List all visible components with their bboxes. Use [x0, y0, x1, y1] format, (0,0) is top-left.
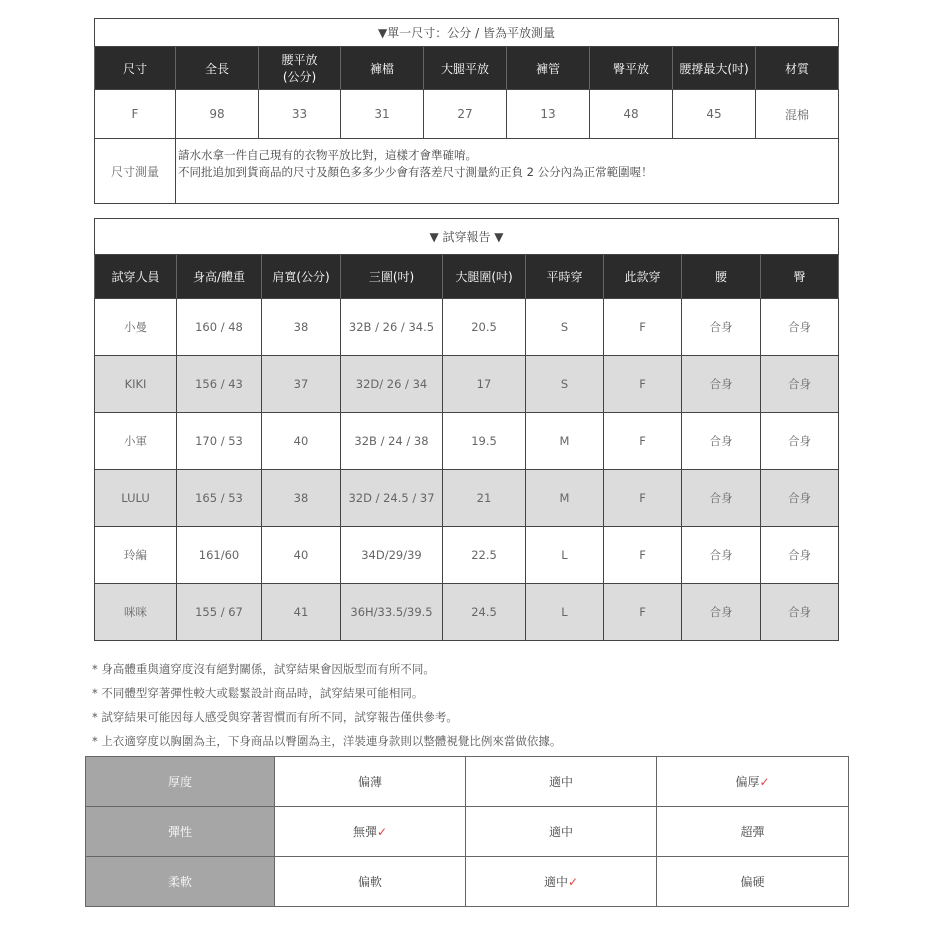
fit-report-cell: 32D/ 26 / 34 — [341, 356, 443, 413]
size-value-cell: 13 — [507, 90, 590, 139]
footnote: * 不同體型穿著彈性較大或鬆緊設計商品時，試穿結果可能相同。 — [92, 686, 424, 700]
fit-report-cell: 合身 — [682, 527, 761, 584]
fit-report-cell: 34D/29/39 — [341, 527, 443, 584]
fit-report-cell: 小曼 — [95, 299, 177, 356]
fit-report-cell: F — [604, 356, 682, 413]
size-note-text — [176, 139, 839, 204]
footnote: * 上衣適穿度以胸圍為主，下身商品以臀圍為主，洋裝連身款則以整體視覺比例來當做依據。 — [92, 734, 562, 748]
fit-report-cell: 32D / 24.5 / 37 — [341, 470, 443, 527]
fit-report-cell: 40 — [262, 413, 341, 470]
fit-report-cell: LULU — [95, 470, 177, 527]
size-note-line: 不同批追加到貨商品的尺寸及顏色多多少少會有落差尺寸測量約正負 2 公分內為正常範圍喔！ — [178, 165, 653, 179]
size-table — [94, 18, 839, 204]
size-header-cell: 褲檔 — [341, 47, 424, 90]
fit-report-cell: 合身 — [761, 413, 839, 470]
footnotes — [92, 657, 561, 753]
fit-report-cell: 合身 — [761, 527, 839, 584]
fit-report-cell: 41 — [262, 584, 341, 641]
fabric-label: 厚度 — [86, 757, 275, 807]
size-header-cell: 材質 — [756, 47, 839, 90]
size-value-cell: 31 — [341, 90, 424, 139]
fit-report-row — [95, 584, 839, 641]
size-value-cell: F — [95, 90, 176, 139]
size-table-caption: ▼單一尺寸：公分 / 皆為平放測量 — [95, 19, 839, 47]
fabric-row — [86, 807, 849, 857]
fit-report-cell: 160 / 48 — [177, 299, 262, 356]
fit-report-cell: 玲編 — [95, 527, 177, 584]
fit-report-cell: F — [604, 527, 682, 584]
check-icon: ✓ — [567, 875, 579, 889]
fit-report-cell: 36H/33.5/39.5 — [341, 584, 443, 641]
fit-report-row — [95, 413, 839, 470]
fit-header-cell: 臀 — [761, 255, 839, 299]
fit-report-cell: 22.5 — [443, 527, 526, 584]
fit-report-cell: 合身 — [761, 584, 839, 641]
fit-report-cell: 24.5 — [443, 584, 526, 641]
fit-report-cell: F — [604, 584, 682, 641]
fit-report-cell: 合身 — [682, 356, 761, 413]
size-table-value-row — [95, 90, 839, 139]
footnote: * 試穿結果可能因每人感受與穿著習慣而有所不同，試穿報告僅供參考。 — [92, 710, 458, 724]
fit-header-cell: 三圍(吋) — [341, 255, 443, 299]
fit-report-cell: 170 / 53 — [177, 413, 262, 470]
size-value-cell: 45 — [673, 90, 756, 139]
fit-report-cell: 161/60 — [177, 527, 262, 584]
fit-report-cell: 合身 — [761, 470, 839, 527]
fit-report-cell: 38 — [262, 470, 341, 527]
size-note-line: 請水水拿一件自己現有的衣物平放比對，這樣才會準確唷。 — [178, 148, 477, 162]
fit-report-cell: M — [526, 470, 604, 527]
fit-report-cell: 合身 — [682, 299, 761, 356]
size-table-header-row — [95, 47, 839, 90]
fabric-option: 適中✓ — [466, 857, 657, 907]
fit-report-cell: 21 — [443, 470, 526, 527]
fit-header-cell: 試穿人員 — [95, 255, 177, 299]
fit-report-cell: S — [526, 299, 604, 356]
fit-header-cell: 大腿圍(吋) — [443, 255, 526, 299]
fit-report-cell: 合身 — [682, 413, 761, 470]
fit-report-cell: 38 — [262, 299, 341, 356]
size-header-cell: 褲管 — [507, 47, 590, 90]
fabric-option: 偏厚✓ — [657, 757, 849, 807]
size-header-cell: 腰平放 (公分) — [259, 47, 341, 90]
fabric-option: 偏硬 — [657, 857, 849, 907]
fit-report-cell: 合身 — [761, 299, 839, 356]
fabric-label: 彈性 — [86, 807, 275, 857]
fit-report-cell: 155 / 67 — [177, 584, 262, 641]
fabric-option: 超彈 — [657, 807, 849, 857]
fabric-option: 偏薄 — [275, 757, 466, 807]
fabric-option: 無彈✓ — [275, 807, 466, 857]
fit-report-cell: 40 — [262, 527, 341, 584]
size-value-cell: 27 — [424, 90, 507, 139]
fit-report-cell: 19.5 — [443, 413, 526, 470]
fit-report-cell: 156 / 43 — [177, 356, 262, 413]
fit-report-row — [95, 356, 839, 413]
size-header-cell: 腰撐最大(吋) — [673, 47, 756, 90]
size-value-cell: 98 — [176, 90, 259, 139]
fit-report-cell: M — [526, 413, 604, 470]
fabric-table — [85, 756, 849, 907]
size-header-cell: 臀平放 — [590, 47, 673, 90]
fit-report-cell: F — [604, 413, 682, 470]
fit-header-cell: 肩寬(公分) — [262, 255, 341, 299]
fit-report-row — [95, 527, 839, 584]
fit-report-cell: 37 — [262, 356, 341, 413]
fit-report-cell: 合身 — [682, 584, 761, 641]
fit-report-cell: 165 / 53 — [177, 470, 262, 527]
fit-report-row — [95, 299, 839, 356]
fabric-row — [86, 757, 849, 807]
fit-report-cell: 咪咪 — [95, 584, 177, 641]
fit-report-cell: 合身 — [761, 356, 839, 413]
fabric-option: 適中 — [466, 807, 657, 857]
fit-report-table — [94, 218, 839, 641]
fit-report-cell: L — [526, 527, 604, 584]
fit-header-cell: 平時穿 — [526, 255, 604, 299]
size-note-label: 尺寸測量 — [95, 139, 176, 204]
fabric-option: 偏軟 — [275, 857, 466, 907]
fit-report-header-row — [95, 255, 839, 299]
size-value-cell: 混棉 — [756, 90, 839, 139]
check-icon: ✓ — [376, 825, 388, 839]
fit-report-cell: 32B / 26 / 34.5 — [341, 299, 443, 356]
fit-report-cell: F — [604, 470, 682, 527]
fabric-option: 適中 — [466, 757, 657, 807]
fit-header-cell: 此款穿 — [604, 255, 682, 299]
fit-report-cell: F — [604, 299, 682, 356]
fit-report-cell: 32B / 24 / 38 — [341, 413, 443, 470]
check-icon: ✓ — [759, 775, 770, 789]
size-header-cell: 尺寸 — [95, 47, 176, 90]
size-value-cell: 33 — [259, 90, 341, 139]
fabric-label: 柔軟 — [86, 857, 275, 907]
size-header-cell: 全長 — [176, 47, 259, 90]
size-value-cell: 48 — [590, 90, 673, 139]
fit-report-cell: L — [526, 584, 604, 641]
fit-report-cell: 合身 — [682, 470, 761, 527]
size-header-cell: 大腿平放 — [424, 47, 507, 90]
fit-report-row — [95, 470, 839, 527]
fit-report-caption: ▼ 試穿報告 ▼ — [95, 219, 839, 255]
fit-report-cell: 小軍 — [95, 413, 177, 470]
fit-report-cell: 20.5 — [443, 299, 526, 356]
footnote: * 身高體重與適穿度沒有絕對關係，試穿結果會因版型而有所不同。 — [92, 662, 435, 676]
fit-header-cell: 腰 — [682, 255, 761, 299]
fit-report-cell: S — [526, 356, 604, 413]
fit-header-cell: 身高/體重 — [177, 255, 262, 299]
fit-report-cell: 17 — [443, 356, 526, 413]
fit-report-cell: KIKI — [95, 356, 177, 413]
fabric-row — [86, 857, 849, 907]
